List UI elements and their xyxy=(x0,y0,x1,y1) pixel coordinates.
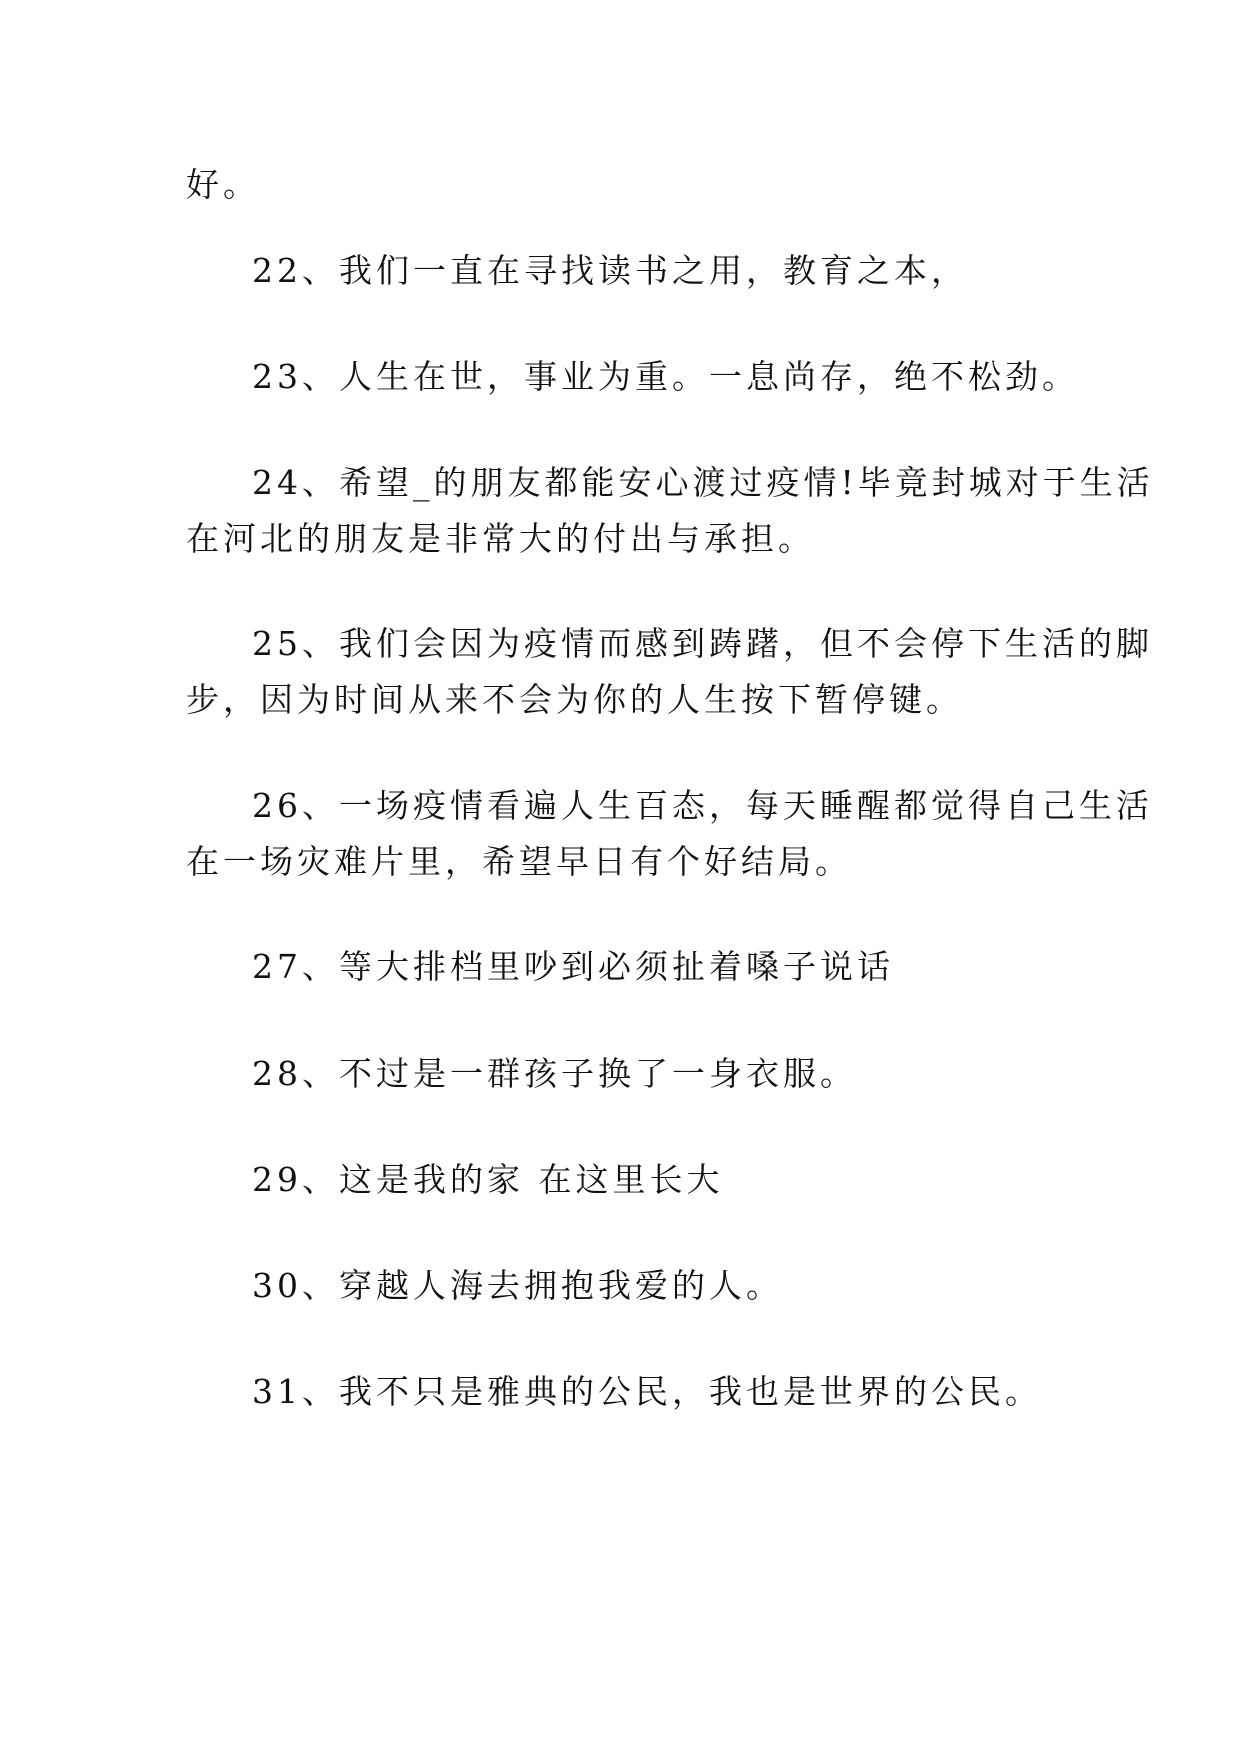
text-line: 26、一场疫情看遍人生百态，每天睡醒都觉得自己生活 xyxy=(252,786,1153,825)
text-line: 22、我们一直在寻找读书之用，教育之本， xyxy=(252,251,968,290)
text-line: 28、不过是一群孩子换了一身衣服。 xyxy=(252,1054,857,1093)
text-line: 在一场灾难片里，希望早日有个好结局。 xyxy=(186,842,852,881)
text-line: 23、人生在世，事业为重。一息尚存，绝不松劲。 xyxy=(252,357,1079,396)
text-line: 31、我不只是雅典的公民，我也是世界的公民。 xyxy=(252,1372,1042,1411)
text-line: 24、希望_的朋友都能安心渡过疫情!毕竟封城对于生活 xyxy=(252,463,1154,502)
text-line: 30、穿越人海去拥抱我爱的人。 xyxy=(252,1266,783,1305)
text-line: 27、等大排档里吵到必须扯着嗓子说话 xyxy=(252,947,894,986)
text-line: 25、我们会因为疫情而感到踌躇，但不会停下生活的脚 xyxy=(252,624,1153,663)
text-line: 29、这是我的家 在这里长大 xyxy=(252,1160,724,1199)
text-line: 在河北的朋友是非常大的付出与承担。 xyxy=(186,519,815,558)
text-line: 步，因为时间从来不会为你的人生按下暂停键。 xyxy=(186,680,963,719)
text-line: 好。 xyxy=(186,165,260,204)
